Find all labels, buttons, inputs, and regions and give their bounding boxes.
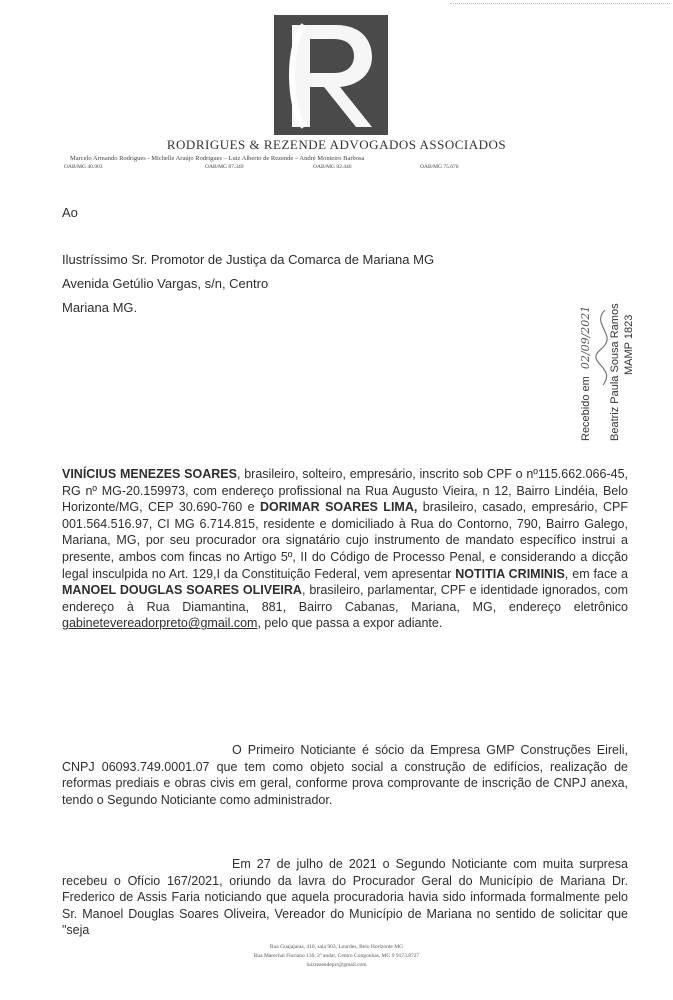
oab-number: OAB/MG 75.670 [420,164,459,170]
received-date: 02/09/2021 [579,305,592,370]
footer-address-1: Rua Guajajaras, 410, sala 903, Lourdes, Belo Horizonte MG [269,944,404,950]
email-link[interactable]: gabinetevereadorpreto@gmail.com [62,616,258,631]
salutation: Ao [62,205,78,220]
plaintiff-name-2: DORIMAR SOARES LIMA, [259,500,418,515]
paragraph-facts: Em 27 de julho de 2021 o Segundo Noticiante com muita surpresa recebeu o Ofício 167/2021, oriundo da lavra do Procurador Geral do Município de Mariana Dr. Frederico de Assis Faria noticiando que aquela procuradoria havia sido informada formalmente pelo Sr. Manoel Douglas Soares Oliveira, Vereador do Município de Mariana no sentido de solicitar que "seja [62,857,628,938]
paragraph-company: O Primeiro Noticiante é sócio da Empresa GMP Construções Eireli, CNPJ 06093.749.0001.07 que tem como objeto social a construção de edifícios, realização de reformas prediais e obras civis em geral, conforme prova comprovante de inscrição de CNPJ anexa, tendo o Segundo Noticiante como administrador. [62,743,628,807]
footer-address-2: Rua Marechal Floriano 130, 2º andar, Centro Congonhas, MG 9 9173.8727 [253,953,420,959]
receiver-name: Beatriz Paula Sousa Ramos [609,303,621,441]
oab-number: OAB/MG 82.446 [313,164,352,170]
firm-logo [274,15,388,135]
receipt-stamp [565,225,665,445]
notitia-criminis: NOTITIA CRIMINIS [455,566,565,581]
paragraph-qualification: VINÍCIUS MENEZES SOARES, brasileiro, solteiro, empresário, inscrito sob CPF o nº115.662.066-45, RG nº MG-20.159973, com endereço profissional na Rua Augusto Vieira, n 12, Bairro Lindéia, Belo Horizonte/MG, CEP 30.690-760 e DORIMAR SOARES LIMA, brasileiro, casado, empresário, CPF 001.564.516.97, CI MG 6.714.815, residente e domiciliado à Rua do Contorno, 790, Bairro Galego, Mariana, MG, por seu procurador ora signatário cujo instrumento de mandato específico instrui a presente, ambos com fincas no Artigo 5º, II do Código de Processo Penal, e considerando a dicção legal insculpida no Art. 129,I da Constituição Federal, vem apresentar NOTITIA CRIMINIS, em face a MANOEL DOUGLAS SOARES OLIVEIRA, brasileiro, parlamentar, CPF e identidade ignorados, com endereço à Rua Diamantina, 881, Bairro Cabanas, Mariana, MG, endereço eletrônico gabinetevereadorpreto@gmail.com, pelo que passa a expor adiante. [62,467,628,631]
addressee-line: Avenida Getúlio Vargas, s/n, Centro [62,276,269,291]
top-dotted-line [450,3,670,5]
oab-number: OAB/MG 40.903 [64,164,103,170]
received-label: Recebido em 02/09/2021 [579,305,592,441]
footer-email: luizrezendeprr@gmail.com [306,962,367,968]
plaintiff-name-1: VINÍCIUS MENEZES SOARES [62,467,237,481]
oab-number: OAB/MG 87.349 [205,164,244,170]
signature [585,305,625,395]
firm-name: RODRIGUES & REZENDE ADVOGADOS ASSOCIADOS [166,137,507,152]
receiver-id: MAMP 1823 [623,314,635,375]
addressee-line: Ilustríssimo Sr. Promotor de Justiça da Comarca de Mariana MG [62,252,435,267]
addressee-line: Mariana MG. [62,300,138,315]
firm-partners: Marcelo Armando Rodrigues - Michelle Araújo Rodrigues – Luiz Alberto de Rezende – André Monteiro Barbosa [70,155,365,162]
defendant-name: MANOEL DOUGLAS SOARES OLIVEIRA [62,583,302,598]
